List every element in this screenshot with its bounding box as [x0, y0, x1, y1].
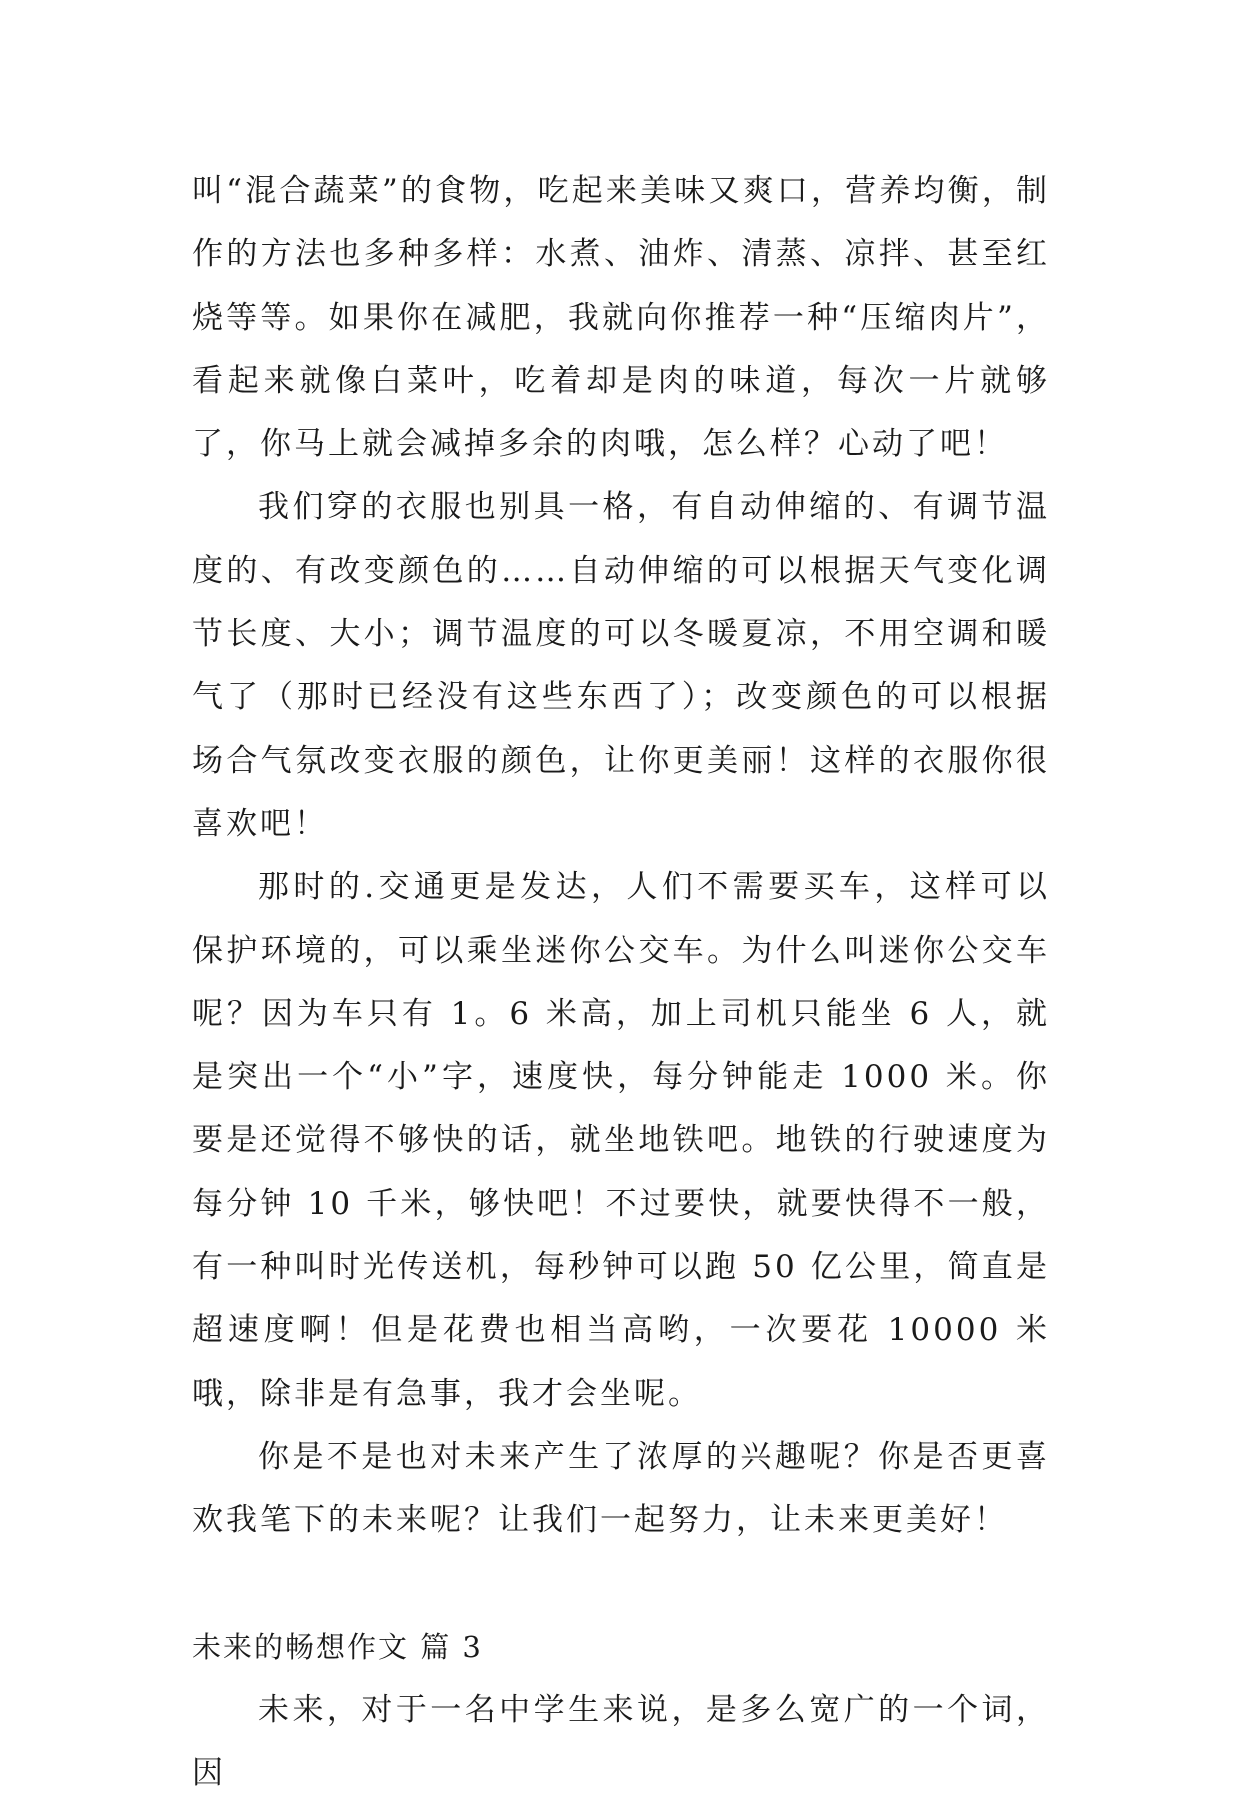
paragraph-section3-opening: 未来，对于一名中学生来说，是多么宽广的一个词，因 — [192, 1691, 1050, 1792]
paragraph-food: 叫“混合蔬菜”的食物，吃起来美味又爽口，营养均衡，制作的方法也多种多样：水煮、油炸、清蒸、凉拌、甚至红烧等等。如果你在减肥，我就向你推荐一种“压缩肉片”，看起来就像白菜叶，吃着却是肉的味道，每次一片就够了，你马上就会减掉多余的肉哦，怎么样？心动了吧！ — [192, 173, 1050, 463]
paragraph-transport: 那时的.交通更是发达，人们不需要买车，这样可以保护环境的，可以乘坐迷你公交车。为什么叫迷你公交车呢？因为车只有 1。6 米高，加上司机只能坐 6 人，就是突出一个“小”字，速度快，每分钟能走 1000 米。你要是还觉得不够快的话，就坐地铁吧。地铁的行驶速度为每分钟 10 千米，够快吧！不过要快，就要快得不一般，有一种叫时光传送机，每秒钟可以跑 50 亿公里，简直是超速度啊！但是花费也相当高哟，一次要花 10000 米哦，除非是有急事，我才会坐呢。 — [192, 869, 1050, 1412]
document-page — [192, 160, 1050, 1805]
paragraph-clothes: 我们穿的衣服也别具一格，有自动伸缩的、有调节温度的、有改变颜色的……自动伸缩的可以根据天气变化调节长度、大小；调节温度的可以冬暖夏凉，不用空调和暖气了（那时已经没有这些东西了）；改变颜色的可以根据场合气氛改变衣服的颜色，让你更美丽！这样的衣服你很喜欢吧！ — [192, 489, 1050, 842]
section-title: 未来的畅想作文 篇 3 — [192, 1629, 483, 1664]
paragraph-conclusion: 你是不是也对未来产生了浓厚的兴趣呢？你是否更喜欢我笔下的未来呢？让我们一起努力，让未来更美好！ — [192, 1438, 1050, 1539]
